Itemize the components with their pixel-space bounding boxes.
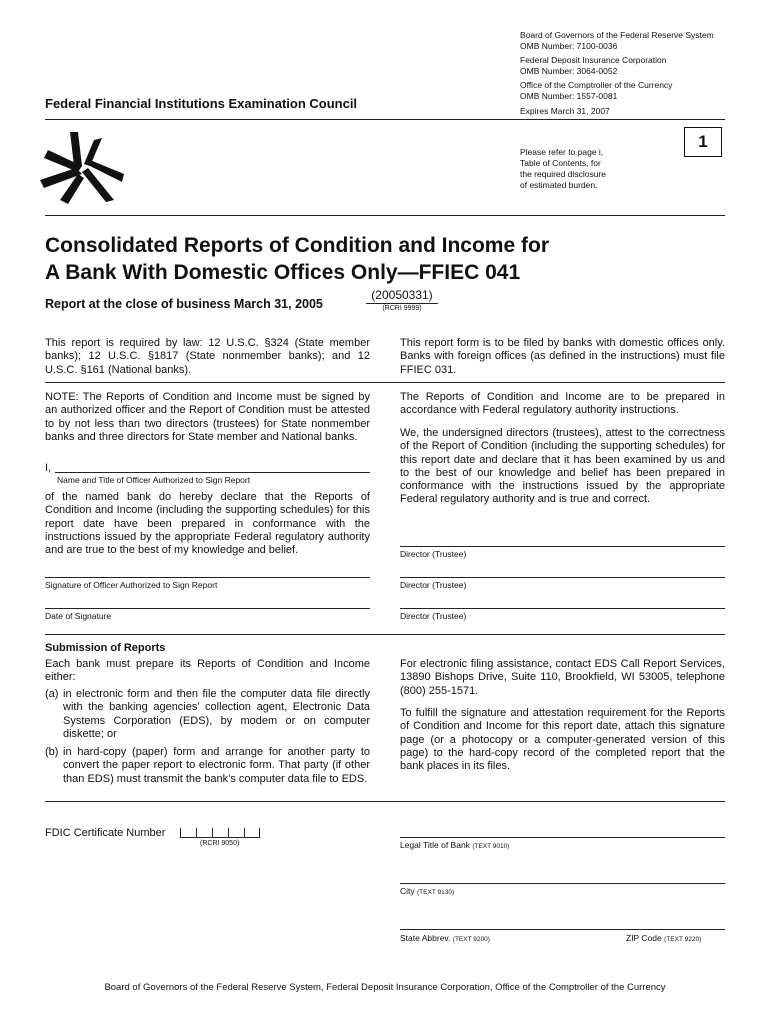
- header-divider: [45, 119, 725, 120]
- legal-title-label: Legal Title of Bank: [400, 840, 470, 850]
- director-caption-2: Director (Trustee): [400, 580, 467, 590]
- fdic-cert-label: FDIC Certificate Number: [45, 827, 166, 839]
- frb-name: Board of Governors of the Federal Reserve System: [520, 30, 714, 40]
- intro-divider: [45, 382, 725, 383]
- occ-name: Office of the Comptroller of the Currency: [520, 80, 673, 90]
- signature-line[interactable]: [45, 577, 370, 578]
- director-line-1[interactable]: [400, 546, 725, 547]
- submission-heading: Submission of Reports: [45, 642, 166, 654]
- expiration-date: Expires March 31, 2007: [520, 106, 610, 116]
- agency-block: [520, 30, 740, 117]
- item-b-text: in hard-copy (paper) form and arrange for another party to convert the paper report to electronic form. That party (if other than EDS) must transmit the bank’s computer data file to EDS.: [63, 746, 370, 785]
- directors-text: We, the undersigned directors (trustees), attest to the correctness of the Report of Condition (including the supporting schedules) for this report date and declare that it has been examined by us and to the best of our knowledge and belief has been prepared in conformance with the instructions issued by the appropriate Federal regulatory authority and is true and correct.: [400, 427, 725, 506]
- page-title: [45, 232, 549, 286]
- submission-intro: Each bank must prepare its Reports of Condition and Income either:: [45, 658, 370, 684]
- officer-caption: Name and Title of Officer Authorized to Sign Report: [57, 475, 251, 485]
- item-b-label: (b): [45, 746, 59, 758]
- submission-divider: [45, 801, 725, 802]
- council-name: Federal Financial Institutions Examination Council: [45, 96, 358, 111]
- burden-note: [520, 147, 650, 191]
- state-zip-line[interactable]: [400, 929, 725, 930]
- submission-item-a: [45, 688, 370, 741]
- i-label: I,: [45, 462, 52, 474]
- fdic-cert-input[interactable]: [180, 828, 260, 838]
- fdic-cert-code: (RCRI 9050): [200, 840, 240, 847]
- attestation-text: To fulfill the signature and attestation requirement for the Reports of Condition and Income for this report date, attach this signature page (or a photocopy or a computer-generated version of this page) to the hard-copy record of the completed report that the bank places in its files.: [400, 707, 725, 773]
- zip-code: (TEXT 9220): [664, 936, 702, 943]
- date-caption: Date of Signature: [45, 611, 112, 621]
- occ-omb: OMB Number: 1557-0081: [520, 91, 618, 101]
- declare-text: of the named bank do hereby declare that the Reports of Condition and Income (including the supporting schedules) for this report date have been prepared in conformance with the instructions issued by the appropriate Federal regulatory authority and are true to the best of my knowledge and belief.: [45, 491, 370, 557]
- burden-line: Please refer to page i,: [520, 147, 604, 157]
- legal-title-caption: [400, 840, 509, 850]
- city-label: City: [400, 886, 415, 896]
- declaration-divider: [45, 634, 725, 635]
- item-a-text: in electronic form and then file the computer data file directly with the banking agencies’ collection agent, Electronic Data Systems Corporation (EDS), by modem or on computer diskette; or: [63, 688, 370, 740]
- burden-line: of estimated burden.: [520, 180, 598, 190]
- title-line-1: Consolidated Reports of Condition and Income for: [45, 234, 549, 257]
- filing-text: This report form is to be filed by banks with domestic offices only. Banks with foreign offices (as defined in the instructions) must file FFIEC 031.: [400, 337, 725, 376]
- page-number-box: [684, 127, 722, 157]
- report-date-label: Report at the close of business March 31, 2005: [45, 297, 323, 311]
- legal-title-code: (TEXT 9010): [472, 843, 510, 850]
- report-date-code: (RCRI 9999): [382, 305, 422, 312]
- officer-name-line[interactable]: [55, 472, 370, 473]
- director-line-3[interactable]: [400, 608, 725, 609]
- state-caption: [400, 933, 490, 943]
- report-date-field: [366, 288, 438, 312]
- date-line[interactable]: [45, 608, 370, 609]
- burden-line: Table of Contents, for: [520, 158, 601, 168]
- city-caption: [400, 886, 454, 896]
- zip-caption: [626, 933, 701, 943]
- zip-label: ZIP Code: [626, 933, 662, 943]
- law-text: This report is required by law: 12 U.S.C. §324 (State member banks); 12 U.S.C. §1817 (State nonmember banks); and 12 U.S.C. §161 (National banks).: [45, 337, 370, 376]
- logo-divider: [45, 215, 725, 216]
- city-line[interactable]: [400, 883, 725, 884]
- footer-text: Board of Governors of the Federal Reserve System, Federal Deposit Insurance Corporation, Office of the Comptroller of the Currency: [104, 982, 666, 993]
- submission-item-b: [45, 746, 370, 786]
- fdic-name: Federal Deposit Insurance Corporation: [520, 55, 667, 65]
- state-code: (TEXT 9200): [452, 936, 490, 943]
- fdic-omb: OMB Number: 3064-0052: [520, 66, 618, 76]
- prepared-text: The Reports of Condition and Income are to be prepared in accordance with Federal regulatory authority instructions.: [400, 391, 725, 417]
- director-caption-3: Director (Trustee): [400, 611, 467, 621]
- burden-line: the required disclosure: [520, 169, 606, 179]
- report-date-value: (20050331): [366, 288, 438, 304]
- title-line-2: A Bank With Domestic Offices Only—FFIEC 041: [45, 261, 521, 284]
- city-code: (TEXT 9130): [417, 889, 455, 896]
- director-line-2[interactable]: [400, 577, 725, 578]
- frb-omb: OMB Number: 7100-0036: [520, 41, 618, 51]
- assistance-text: For electronic filing assistance, contact EDS Call Report Services, 13890 Bishops Drive, Suite 110, Brookfield, WI 53005, telephone (800) 255-1571.: [400, 658, 725, 697]
- director-caption-1: Director (Trustee): [400, 549, 467, 559]
- state-label: State Abbrev.: [400, 933, 451, 943]
- page-number: 1: [698, 132, 708, 151]
- ffiec-logo-icon: [38, 128, 128, 204]
- item-a-label: (a): [45, 688, 59, 700]
- signature-caption: Signature of Officer Authorized to Sign Report: [45, 580, 218, 590]
- note-text: NOTE: The Reports of Condition and Income must be signed by an authorized officer and the Report of Condition must be attested to by not less than two directors (trustees) for State nonmember banks and three directors for State member and National banks.: [45, 391, 370, 443]
- legal-title-line[interactable]: [400, 837, 725, 838]
